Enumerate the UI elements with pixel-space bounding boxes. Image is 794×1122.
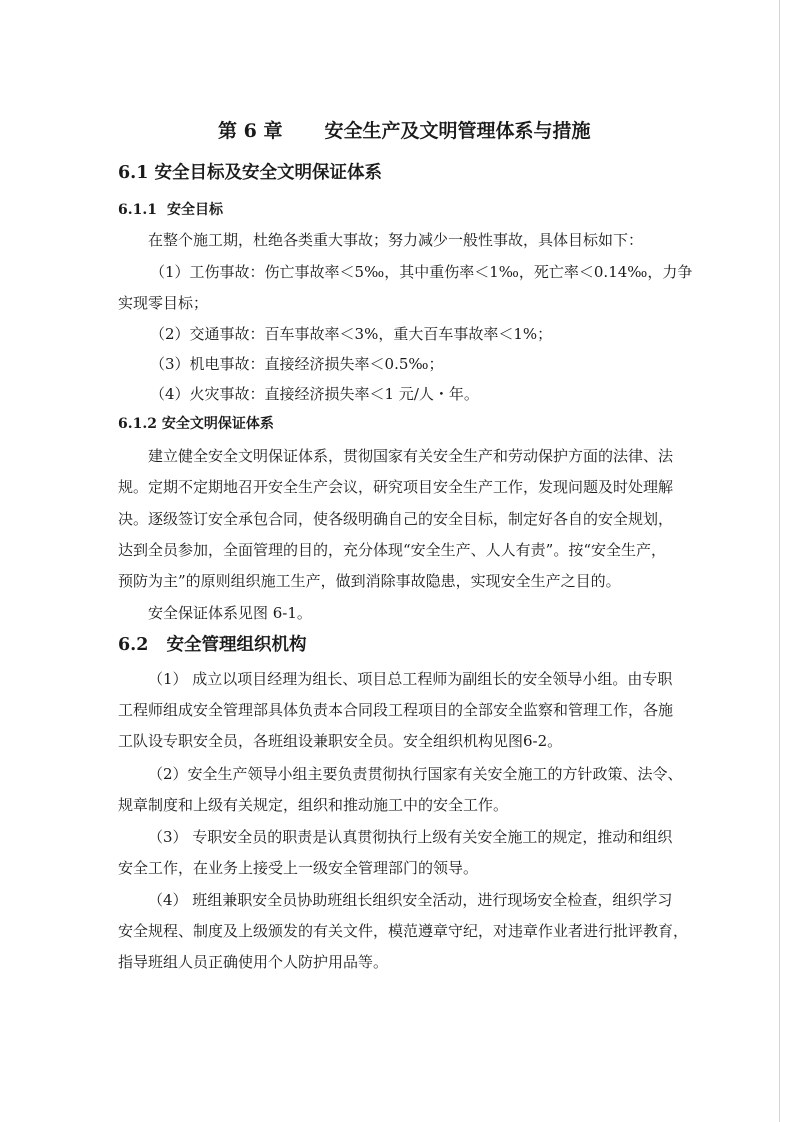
paragraph-line: （4） 班组兼职安全员协助班组长组织安全活动，进行现场安全检查，组织学习 [148, 891, 673, 909]
paragraph-line: （4）火灾事故：直接经济损失率＜1 元/人・年。 [150, 385, 479, 403]
paragraph-line: 指导班组人员正确使用个人防护用品等。 [118, 953, 389, 971]
paragraph-line: 建立健全安全文明保证体系，贯彻国家有关安全生产和劳动保护方面的法律、法 [148, 447, 674, 465]
section-heading-6-1-1 [118, 200, 223, 220]
section-number: 6.1.1 [118, 202, 157, 218]
paragraph-line: 规。定期不定期地召开安全生产会议，研究项目安全生产工作，发现问题及时处理解 [118, 478, 674, 496]
section-heading-6-1: 6.1 安全目标及安全文明保证体系 [118, 163, 383, 183]
paragraph-line: 规章制度和上级有关规定，组织和推动施工中的安全工作。 [118, 796, 509, 814]
section-title: 安全管理组织机构 [166, 635, 307, 655]
chapter-title [218, 119, 590, 143]
paragraph-line: 安全规程、制度及上级颁发的有关文件，模范遵章守纪，对违章作业者进行批评教育， [118, 922, 689, 940]
paragraph-line: 安全工作，在业务上接受上一级安全管理部门的领导。 [118, 859, 479, 877]
section-title: 安全目标 [166, 202, 223, 218]
chapter-title-text: 安全生产及文明管理体系与措施 [324, 120, 591, 142]
paragraph-line: （1）工伤事故：伤亡事故率＜5‰，其中重伤率＜1‰，死亡率＜0.14‰，力争 [150, 263, 693, 281]
paragraph-line: 工程师组成安全管理部具体负责本合同段工程项目的全部安全监察和管理工作，各施 [118, 701, 674, 719]
section-heading-6-2 [118, 634, 306, 656]
paragraph-line: （3） 专职安全员的职责是认真贯彻执行上级有关安全施工的规定，推动和组织 [148, 828, 673, 846]
paragraph-line: （2）交通事故：百车事故率＜3%，重大百车事故率＜1%； [150, 325, 553, 343]
section-number: 6.2 [118, 635, 149, 655]
paragraph-line: 实现零目标； [118, 294, 209, 312]
paragraph-line: （2）安全生产领导小组主要负责贯彻执行国家有关安全施工的方针政策、法令、 [148, 765, 683, 783]
paragraph-line: （3）机电事故：直接经济损失率＜0.5‰； [150, 355, 444, 373]
paragraph-line: 达到全员参加，全面管理的目的，充分体现“安全生产、人人有责”。按“安全生产， [118, 541, 667, 559]
paragraph-line: 工队设专职安全员，各班组设兼职安全员。安全组织机构见图6-2。 [118, 732, 563, 750]
chapter-number: 第 6 章 [218, 120, 283, 142]
figure-reference: 安全保证体系见图 6-1。 [148, 604, 312, 622]
paragraph-line: 预防为主”的原则组织施工生产，做到消除事故隐患，实现安全生产之目的。 [118, 572, 621, 590]
paragraph-line: （1） 成立以项目经理为组长、项目总工程师为副组长的安全领导小组。由专职 [148, 670, 673, 688]
paragraph-line: 在整个施工期，杜绝各类重大事故；努力减少一般性事故，具体目标如下： [148, 231, 644, 249]
paragraph-line: 决。逐级签订安全承包合同，使各级明确自己的安全目标，制定好各自的安全规划， [118, 510, 674, 528]
section-heading-6-1-2: 6.1.2 安全文明保证体系 [118, 416, 274, 432]
scan-edge-line [779, 0, 780, 1122]
